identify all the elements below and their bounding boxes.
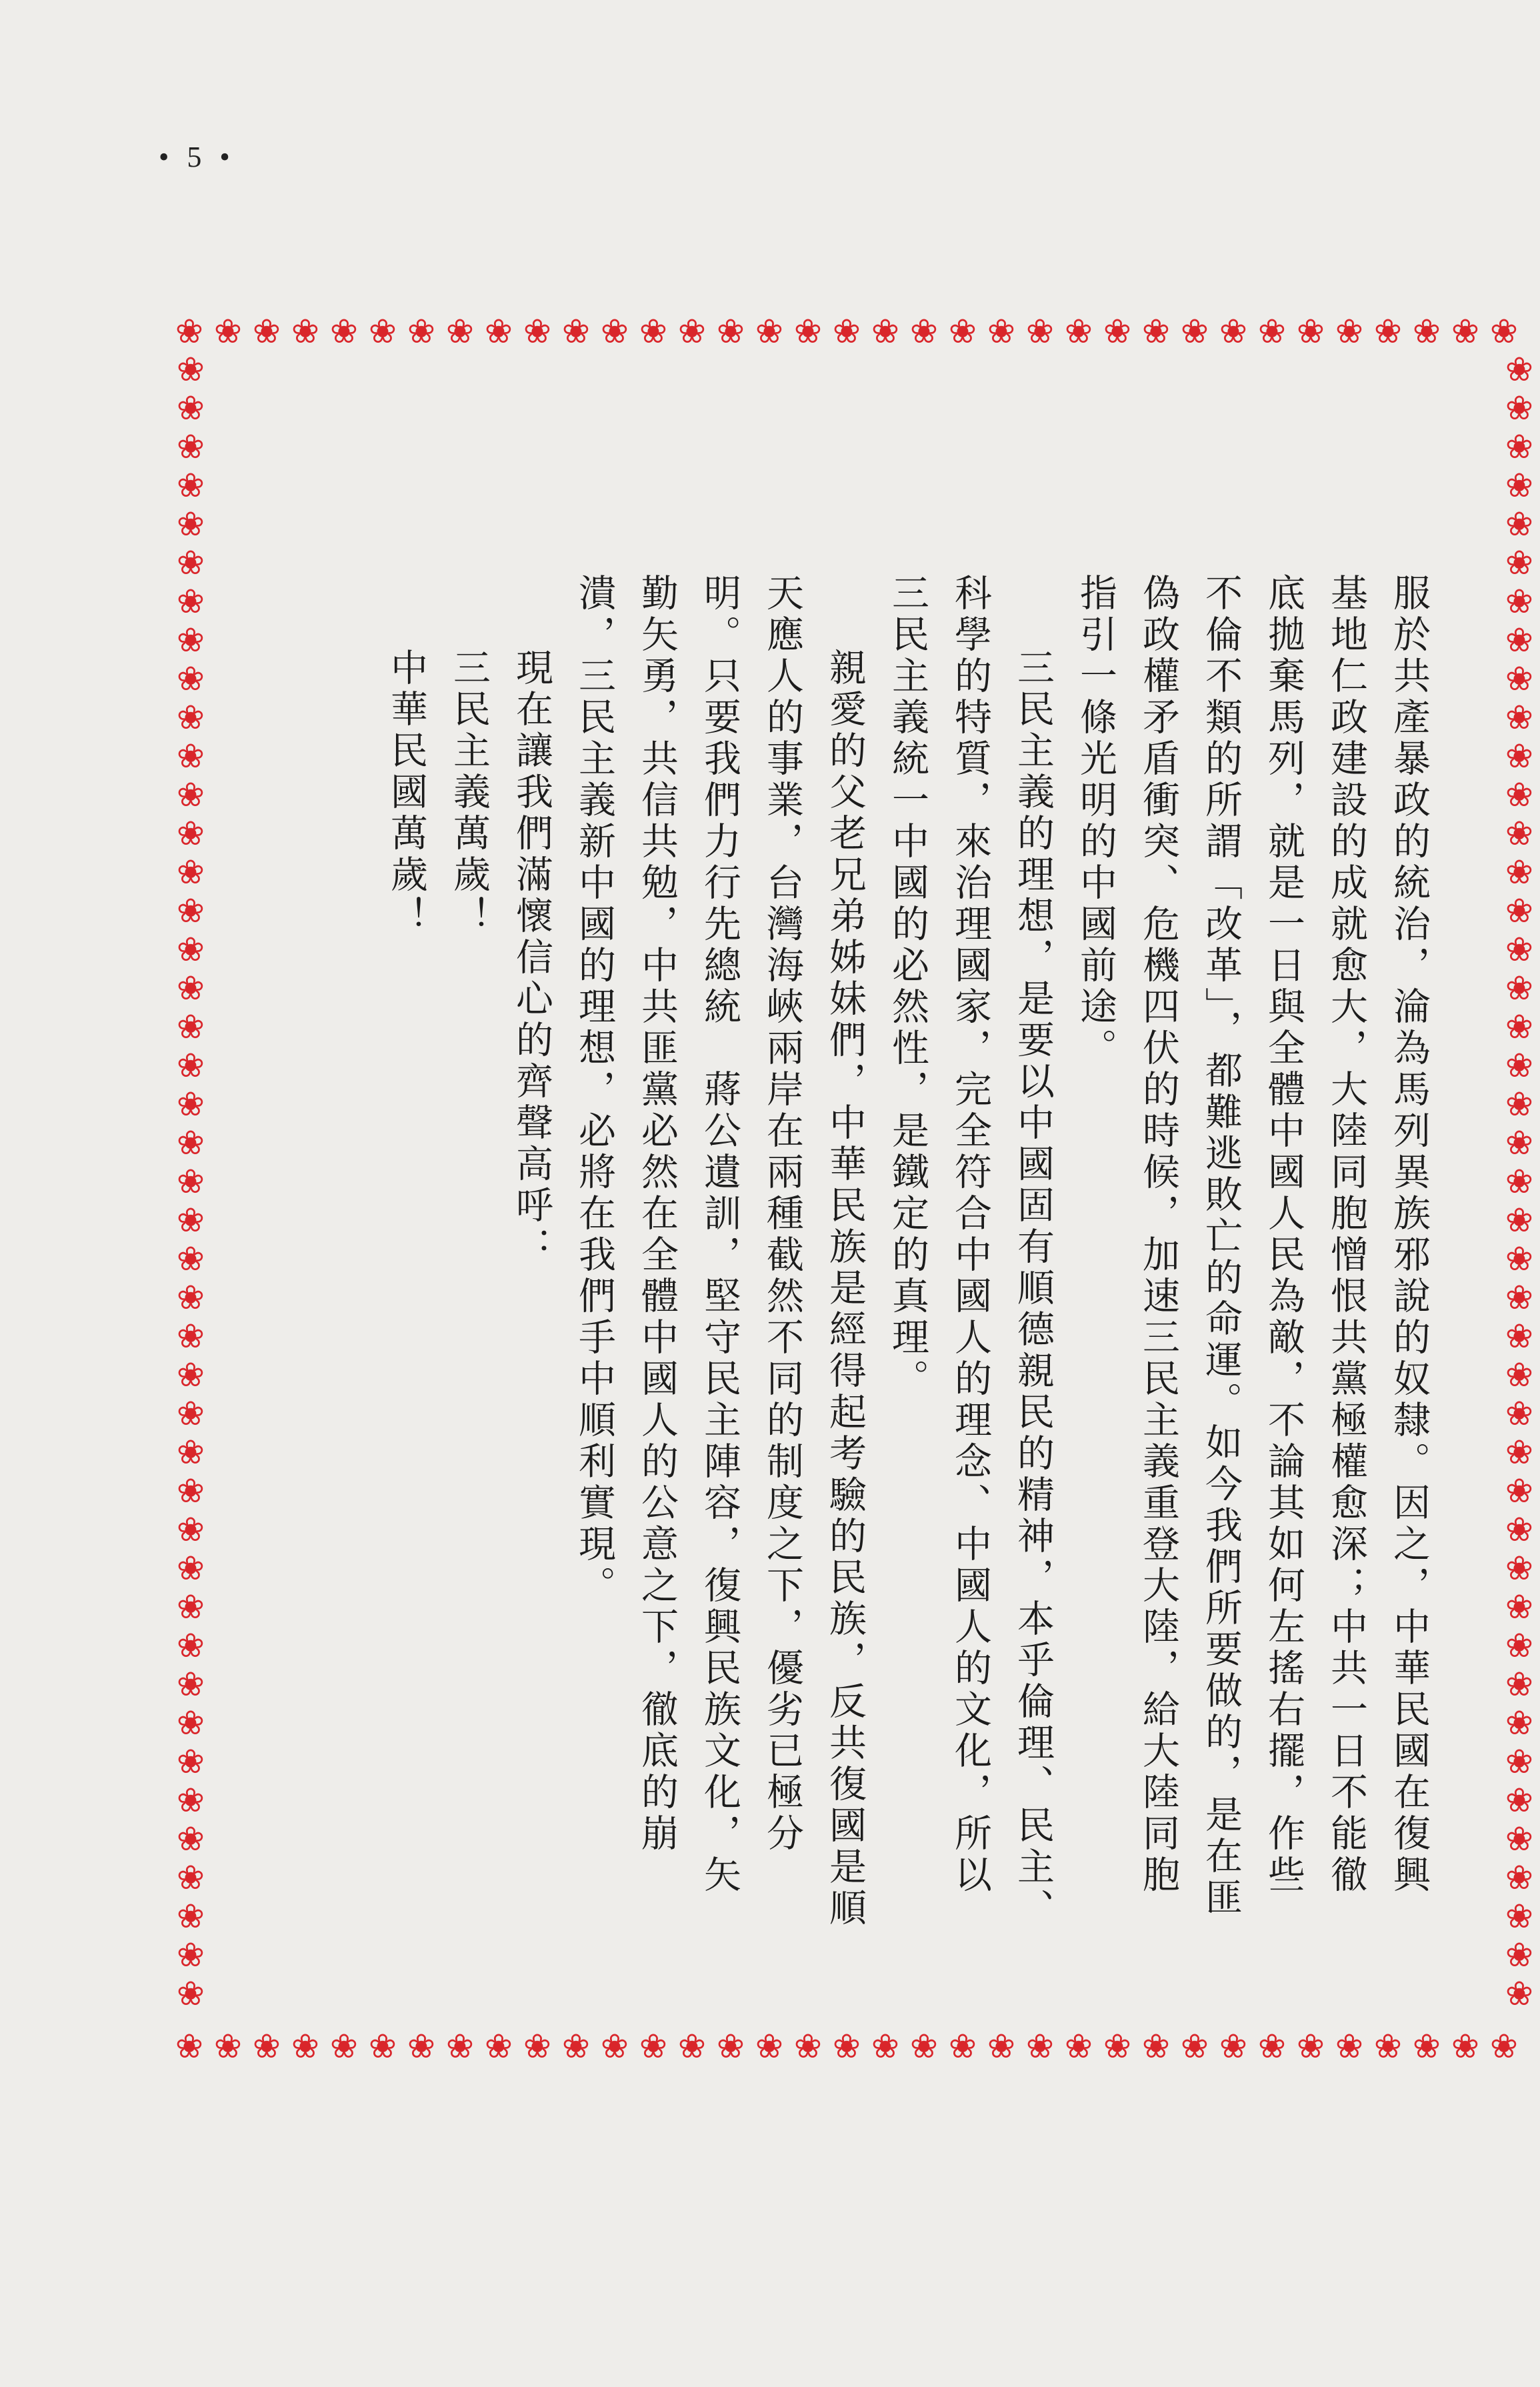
plum-blossom-icon: ❀ [1258, 2027, 1286, 2066]
plum-blossom-icon: ❀ [1505, 389, 1533, 427]
plum-blossom-icon: ❀ [177, 1704, 205, 1742]
plum-blossom-icon: ❀ [1374, 312, 1402, 351]
plum-blossom-icon: ❀ [177, 1897, 205, 1936]
plum-blossom-icon: ❀ [253, 312, 281, 351]
plum-blossom-icon: ❀ [177, 1665, 205, 1704]
plum-blossom-icon: ❀ [1413, 2027, 1441, 2066]
plum-blossom-icon: ❀ [1258, 312, 1286, 351]
plum-blossom-icon: ❀ [177, 1046, 205, 1085]
plum-blossom-icon: ❀ [177, 659, 205, 698]
plum-blossom-icon: ❀ [1505, 466, 1533, 505]
border-bottom [170, 2026, 1540, 2067]
plum-blossom-icon: ❀ [1505, 737, 1533, 775]
plum-blossom-icon: ❀ [1505, 1046, 1533, 1085]
plum-blossom-icon: ❀ [678, 2027, 706, 2066]
border-top [170, 311, 1540, 352]
plum-blossom-icon: ❀ [1335, 2027, 1363, 2066]
plum-blossom-icon: ❀ [177, 1510, 205, 1549]
plum-blossom-icon: ❀ [177, 1278, 205, 1317]
plum-blossom-icon: ❀ [177, 1820, 205, 1858]
page-number: • 5 • [159, 141, 235, 173]
plum-blossom-icon: ❀ [175, 312, 203, 351]
plum-blossom-icon: ❀ [177, 1123, 205, 1162]
plum-blossom-icon: ❀ [330, 2027, 358, 2066]
plum-blossom-icon: ❀ [1505, 1472, 1533, 1510]
plum-blossom-icon: ❀ [446, 312, 474, 351]
plum-blossom-icon: ❀ [755, 312, 783, 351]
plum-blossom-icon: ❀ [1505, 1626, 1533, 1665]
plum-blossom-icon: ❀ [601, 312, 629, 351]
plum-blossom-icon: ❀ [177, 853, 205, 891]
plum-blossom-icon: ❀ [177, 1240, 205, 1278]
plum-blossom-icon: ❀ [639, 2027, 667, 2066]
plum-blossom-icon: ❀ [177, 350, 205, 389]
plum-blossom-icon: ❀ [177, 930, 205, 969]
plum-blossom-icon: ❀ [1142, 2027, 1170, 2066]
plum-blossom-icon: ❀ [987, 2027, 1015, 2066]
cheer-line: 中華民國萬歲！ [385, 648, 428, 937]
plum-blossom-icon: ❀ [1505, 427, 1533, 466]
plum-blossom-icon: ❀ [177, 621, 205, 659]
plum-blossom-icon: ❀ [1490, 2027, 1518, 2066]
plum-blossom-icon: ❀ [1505, 1007, 1533, 1046]
plum-blossom-icon: ❀ [1505, 1974, 1533, 2013]
plum-blossom-icon: ❀ [369, 2027, 397, 2066]
plum-blossom-icon: ❀ [949, 2027, 977, 2066]
plum-blossom-icon: ❀ [1505, 853, 1533, 891]
plum-blossom-icon: ❀ [177, 1317, 205, 1356]
plum-blossom-icon: ❀ [177, 1549, 205, 1588]
plum-blossom-icon: ❀ [987, 312, 1015, 351]
plum-blossom-icon: ❀ [1505, 1394, 1533, 1433]
plum-blossom-icon: ❀ [177, 969, 205, 1007]
plum-blossom-icon: ❀ [1505, 1742, 1533, 1781]
plum-blossom-icon: ❀ [177, 891, 205, 930]
plum-blossom-icon: ❀ [177, 1433, 205, 1472]
plum-blossom-icon: ❀ [330, 312, 358, 351]
plum-blossom-icon: ❀ [1505, 891, 1533, 930]
plum-blossom-icon: ❀ [177, 1085, 205, 1123]
cheer-line: 三民主義萬歲！ [447, 648, 491, 937]
plum-blossom-icon: ❀ [523, 2027, 551, 2066]
plum-blossom-icon: ❀ [177, 389, 205, 427]
plum-blossom-icon: ❀ [833, 312, 861, 351]
plum-blossom-icon: ❀ [1505, 1240, 1533, 1278]
plum-blossom-icon: ❀ [1505, 505, 1533, 543]
plum-blossom-icon: ❀ [755, 2027, 783, 2066]
plum-blossom-icon: ❀ [177, 1626, 205, 1665]
plum-blossom-icon: ❀ [1505, 1781, 1533, 1820]
plum-blossom-icon: ❀ [1505, 969, 1533, 1007]
plum-blossom-icon: ❀ [1505, 350, 1533, 389]
plum-blossom-icon: ❀ [177, 737, 205, 775]
plum-blossom-icon: ❀ [1505, 1085, 1533, 1123]
plum-blossom-icon: ❀ [1505, 1123, 1533, 1162]
plum-blossom-icon: ❀ [949, 312, 977, 351]
plum-blossom-icon: ❀ [177, 1394, 205, 1433]
paragraph: 服於共產暴政的統治，淪為馬列異族邪說的奴隸。因之，中華民國在復興基地仁政建設的成就愈大，大陸同胞憎恨共黨極權愈深；中共一日不能徹底拋棄馬列，就是一日與全體中國人民為敵，不論其如何左搖右擺，作些不倫不類的所謂「改革」，都難逃敗亡的命運。如今我們所要做的，是在匪偽政權矛盾衝突、危機四伏的時候，加速三民主義重登大陸，給大陸同胞指引一條光明的中國前途。 [1074, 573, 1431, 1919]
plum-blossom-icon: ❀ [1065, 2027, 1093, 2066]
border-left [170, 350, 211, 2027]
plum-blossom-icon: ❀ [1505, 775, 1533, 814]
plum-blossom-icon: ❀ [1297, 2027, 1325, 2066]
plum-blossom-icon: ❀ [1026, 312, 1054, 351]
plum-blossom-icon: ❀ [717, 2027, 745, 2066]
plum-blossom-icon: ❀ [177, 775, 205, 814]
plum-blossom-icon: ❀ [177, 814, 205, 853]
plum-blossom-icon: ❀ [1142, 312, 1170, 351]
plum-blossom-icon: ❀ [1505, 582, 1533, 621]
plum-blossom-icon: ❀ [871, 2027, 899, 2066]
plum-blossom-icon: ❀ [601, 2027, 629, 2066]
plum-blossom-icon: ❀ [717, 312, 745, 351]
plum-blossom-icon: ❀ [678, 312, 706, 351]
paragraph: 三民主義的理想，是要以中國固有順德親民的精神，本乎倫理、民主、科學的特質，來治理國家，完全符合中國人的理念、中國人的文化，所以三民主義統一中國的必然性，是鐵定的真理。 [886, 573, 1055, 1930]
plum-blossom-icon: ❀ [253, 2027, 281, 2066]
plum-blossom-icon: ❀ [1181, 2027, 1209, 2066]
plum-blossom-icon: ❀ [871, 312, 899, 351]
vertical-text-body [307, 573, 1440, 1934]
plum-blossom-icon: ❀ [1026, 2027, 1054, 2066]
plum-blossom-icon: ❀ [833, 2027, 861, 2066]
plum-blossom-icon: ❀ [1505, 814, 1533, 853]
plum-blossom-icon: ❀ [1505, 621, 1533, 659]
plum-blossom-icon: ❀ [177, 1201, 205, 1240]
plum-blossom-icon: ❀ [177, 1007, 205, 1046]
plum-blossom-icon: ❀ [177, 1781, 205, 1820]
plum-blossom-icon: ❀ [446, 2027, 474, 2066]
border-right [1499, 350, 1540, 2027]
plum-blossom-icon: ❀ [1505, 659, 1533, 698]
plum-blossom-icon: ❀ [177, 1974, 205, 2013]
plum-blossom-icon: ❀ [291, 312, 319, 351]
plum-blossom-icon: ❀ [1505, 1162, 1533, 1201]
plum-blossom-icon: ❀ [1505, 1433, 1533, 1472]
plum-blossom-icon: ❀ [1505, 1665, 1533, 1704]
plum-blossom-icon: ❀ [794, 2027, 822, 2066]
plum-blossom-icon: ❀ [177, 698, 205, 737]
paragraph: 親愛的父老兄弟姊妹們，中華民族是經得起考驗的民族，反共復國是順天應人的事業，台灣海峽兩岸在兩種截然不同的制度之下，優劣已極分明。只要我們力行先總統 蔣公遺訓，堅守民主陣容，復興民族文化，矢勤矢勇，共信共勉，中共匪黨必然在全體中國人的公意之下，徹底的崩潰，三民主義新中國的理想，必將在我們手中順利實現。 [573, 573, 867, 1930]
plum-blossom-icon: ❀ [1103, 312, 1131, 351]
plum-blossom-icon: ❀ [1505, 698, 1533, 737]
plum-blossom-icon: ❀ [1451, 312, 1479, 351]
plum-blossom-icon: ❀ [177, 1472, 205, 1510]
plum-blossom-icon: ❀ [1505, 1510, 1533, 1549]
plum-blossom-icon: ❀ [1505, 1936, 1533, 1974]
plum-blossom-icon: ❀ [1490, 312, 1518, 351]
plum-blossom-icon: ❀ [485, 2027, 513, 2066]
plum-blossom-icon: ❀ [177, 1162, 205, 1201]
plum-blossom-icon: ❀ [177, 1742, 205, 1781]
plum-blossom-icon: ❀ [1505, 1201, 1533, 1240]
plum-blossom-icon: ❀ [177, 505, 205, 543]
plum-blossom-icon: ❀ [1505, 1858, 1533, 1897]
plum-blossom-icon: ❀ [177, 1858, 205, 1897]
plum-blossom-icon: ❀ [177, 582, 205, 621]
plum-blossom-icon: ❀ [1374, 2027, 1402, 2066]
plum-blossom-icon: ❀ [175, 2027, 203, 2066]
plum-blossom-icon: ❀ [485, 312, 513, 351]
plum-blossom-icon: ❀ [1505, 1356, 1533, 1394]
plum-blossom-icon: ❀ [1103, 2027, 1131, 2066]
plum-blossom-icon: ❀ [1505, 1317, 1533, 1356]
plum-blossom-icon: ❀ [177, 427, 205, 466]
plum-blossom-icon: ❀ [1505, 930, 1533, 969]
plum-blossom-icon: ❀ [1505, 1820, 1533, 1858]
plum-blossom-icon: ❀ [794, 312, 822, 351]
plum-blossom-icon: ❀ [1505, 1278, 1533, 1317]
plum-blossom-icon: ❀ [407, 2027, 435, 2066]
plum-blossom-icon: ❀ [214, 2027, 242, 2066]
plum-blossom-icon: ❀ [177, 1936, 205, 1974]
plum-blossom-icon: ❀ [1219, 312, 1247, 351]
plum-blossom-icon: ❀ [177, 543, 205, 582]
plum-blossom-icon: ❀ [910, 2027, 938, 2066]
paragraph: 現在讓我們滿懷信心的齊聲高呼： [510, 648, 553, 1268]
plum-blossom-icon: ❀ [1219, 2027, 1247, 2066]
plum-blossom-icon: ❀ [639, 312, 667, 351]
plum-blossom-icon: ❀ [177, 466, 205, 505]
plum-blossom-icon: ❀ [1505, 543, 1533, 582]
plum-blossom-icon: ❀ [910, 312, 938, 351]
plum-blossom-icon: ❀ [562, 2027, 590, 2066]
plum-blossom-icon: ❀ [177, 1588, 205, 1626]
plum-blossom-icon: ❀ [523, 312, 551, 351]
plum-blossom-icon: ❀ [291, 2027, 319, 2066]
plum-blossom-icon: ❀ [1065, 312, 1093, 351]
plum-blossom-icon: ❀ [1505, 1588, 1533, 1626]
plum-blossom-icon: ❀ [369, 312, 397, 351]
plum-blossom-icon: ❀ [407, 312, 435, 351]
plum-blossom-icon: ❀ [1297, 312, 1325, 351]
plum-blossom-icon: ❀ [562, 312, 590, 351]
plum-blossom-icon: ❀ [1505, 1897, 1533, 1936]
plum-blossom-icon: ❀ [1505, 1704, 1533, 1742]
plum-blossom-icon: ❀ [177, 1356, 205, 1394]
plum-blossom-icon: ❀ [1181, 312, 1209, 351]
plum-blossom-icon: ❀ [1335, 312, 1363, 351]
plum-blossom-icon: ❀ [1451, 2027, 1479, 2066]
plum-blossom-icon: ❀ [1505, 1549, 1533, 1588]
plum-blossom-icon: ❀ [214, 312, 242, 351]
plum-blossom-icon: ❀ [1413, 312, 1441, 351]
